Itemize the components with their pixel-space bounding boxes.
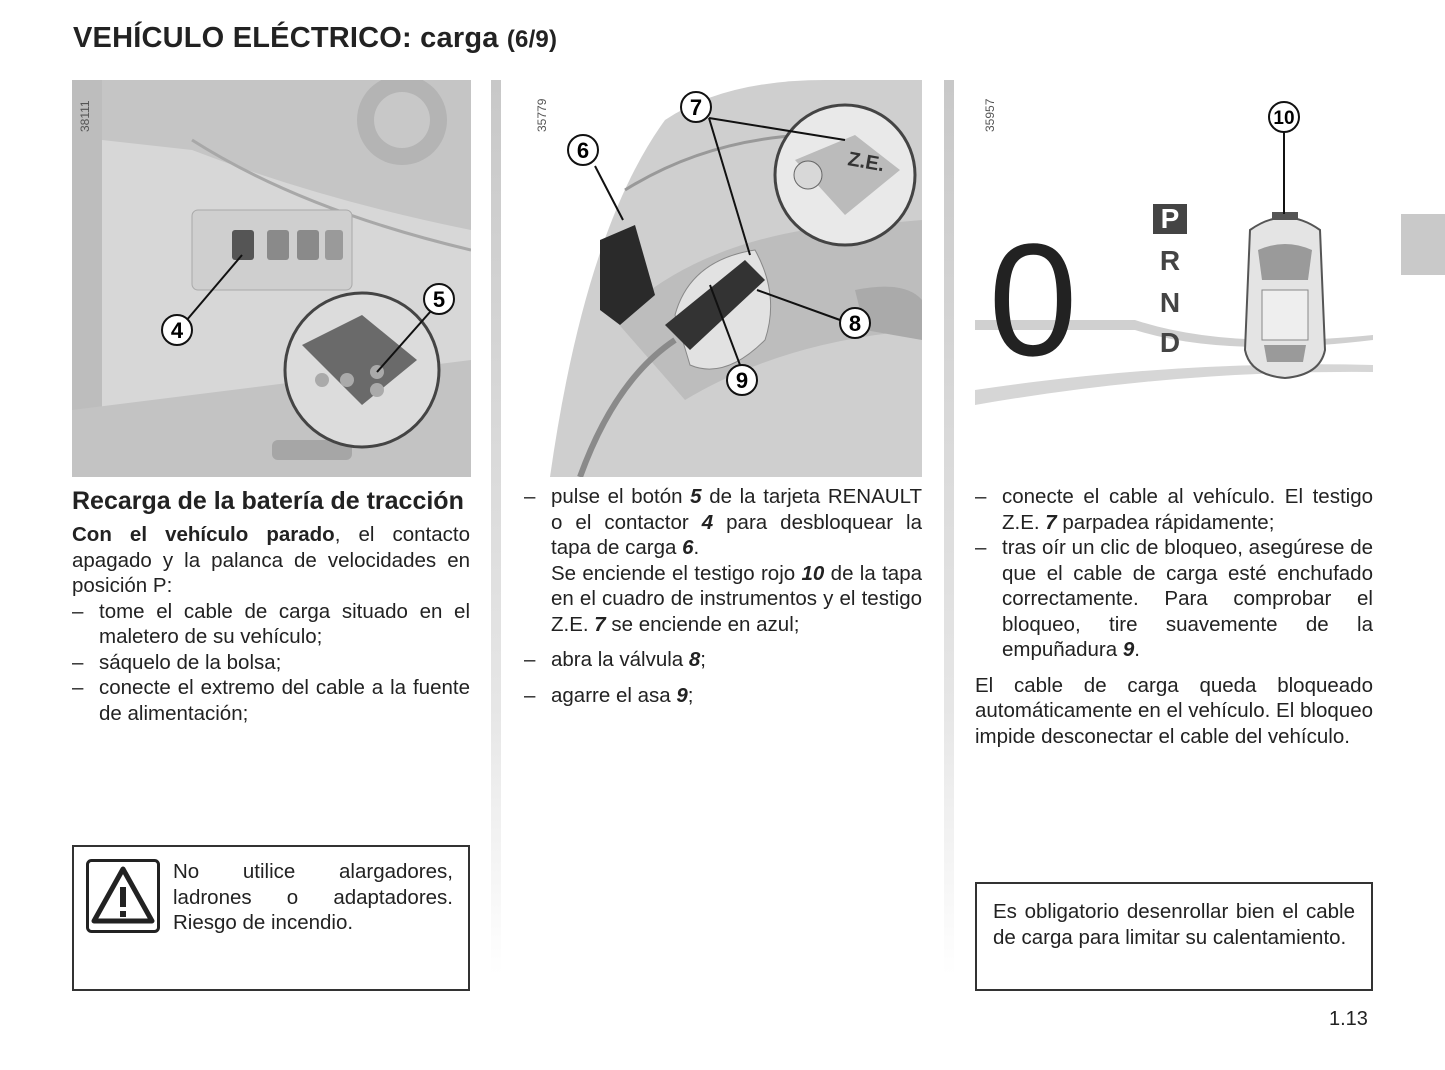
figure-charge-flap (525, 80, 922, 477)
figure-ref: 35779 (535, 98, 549, 132)
list-item: – tras oír un clic de bloqueo, asegúrese de que el cable de carga esté enchufado correctamente. Para comprobar el bloqueo, tire suavemente de la empuñadura 9. (975, 535, 1373, 663)
section-tab (1401, 214, 1445, 275)
list-item: – sáquelo de la bolsa; (72, 650, 470, 676)
title-part: (6/9) (506, 26, 558, 53)
svg-text:9: 9 (735, 368, 749, 393)
callout-10 (1269, 102, 1299, 132)
column-3 (975, 484, 1373, 749)
list-item: – pulse el botón 5 de la tarjeta RENAULT o el contactor 4 para desbloquear la tapa de carga 6. Se enciende el testigo rojo 10 de la tapa en el cuadro de instrumentos y el testigo Z.E. 7 se enciende en azul; (524, 484, 922, 637)
page-number: 1.13 (1329, 1008, 1368, 1030)
list-item: – conecte el extremo del cable a la fuente de alimentación; (72, 675, 470, 726)
figure-instrument-panel (975, 80, 1373, 477)
callout-5 (424, 284, 454, 314)
warning-icon (86, 859, 160, 933)
callout-7 (681, 92, 711, 122)
note-text: Es obligatorio desenrollar bien el cable de carga para limitar su calentamiento. (993, 900, 1355, 949)
step-list (975, 484, 1373, 663)
list-item: – agarre el asa 9; (524, 683, 922, 709)
svg-text:5: 5 (432, 287, 446, 312)
svg-text:7: 7 (689, 95, 703, 120)
list-item: – conecte el cable al vehículo. El testigo Z.E. 7 parpadea rápidamente; (975, 484, 1373, 535)
callout-9 (727, 365, 757, 395)
svg-text:10: 10 (1273, 108, 1295, 129)
note-box (975, 882, 1373, 991)
warning-box (72, 845, 470, 991)
figure-ref: 35957 (983, 98, 997, 132)
list-item: – abra la válvula 8; (524, 647, 922, 673)
column-divider (491, 80, 501, 975)
speed-display: 0 (988, 210, 1078, 389)
intro-paragraph: Con el vehículo parado, el contacto apagado y la palanca de velocidades en posición P: (72, 523, 470, 597)
car-top-view (1245, 212, 1325, 378)
svg-text:8: 8 (848, 311, 862, 336)
lock-paragraph: El cable de carga queda bloqueado automáticamente en el vehículo. El bloqueo impide desconectar el cable del vehículo. (975, 673, 1373, 748)
section-heading: Recarga de la batería de tracción (72, 487, 464, 515)
title-text: VEHÍCULO ELÉCTRICO: carga (73, 22, 499, 54)
column-1 (72, 486, 470, 726)
callout-8 (840, 308, 870, 338)
column-2 (524, 484, 922, 708)
gear-d: D (1159, 327, 1181, 358)
page-title (73, 22, 557, 55)
list-item: – tome el cable de carga situado en el maletero de su vehículo; (72, 599, 470, 650)
step-list (524, 484, 922, 708)
svg-text:4: 4 (170, 318, 184, 343)
gear-n: N (1159, 287, 1181, 318)
step-list (72, 599, 470, 727)
column-divider (944, 80, 954, 975)
gear-p: P (1160, 203, 1180, 234)
gear-r: R (1159, 245, 1181, 276)
figure-dashboard-switch (72, 80, 471, 477)
callout-4 (162, 315, 192, 345)
figure-ref: 38111 (78, 100, 92, 132)
ze-plate-text: Z.E. (846, 148, 887, 177)
callout-6 (568, 135, 598, 165)
svg-text:6: 6 (576, 138, 590, 163)
warning-text: No utilice alargadores, ladrones o adaptadores. Riesgo de incendio. (173, 860, 453, 934)
